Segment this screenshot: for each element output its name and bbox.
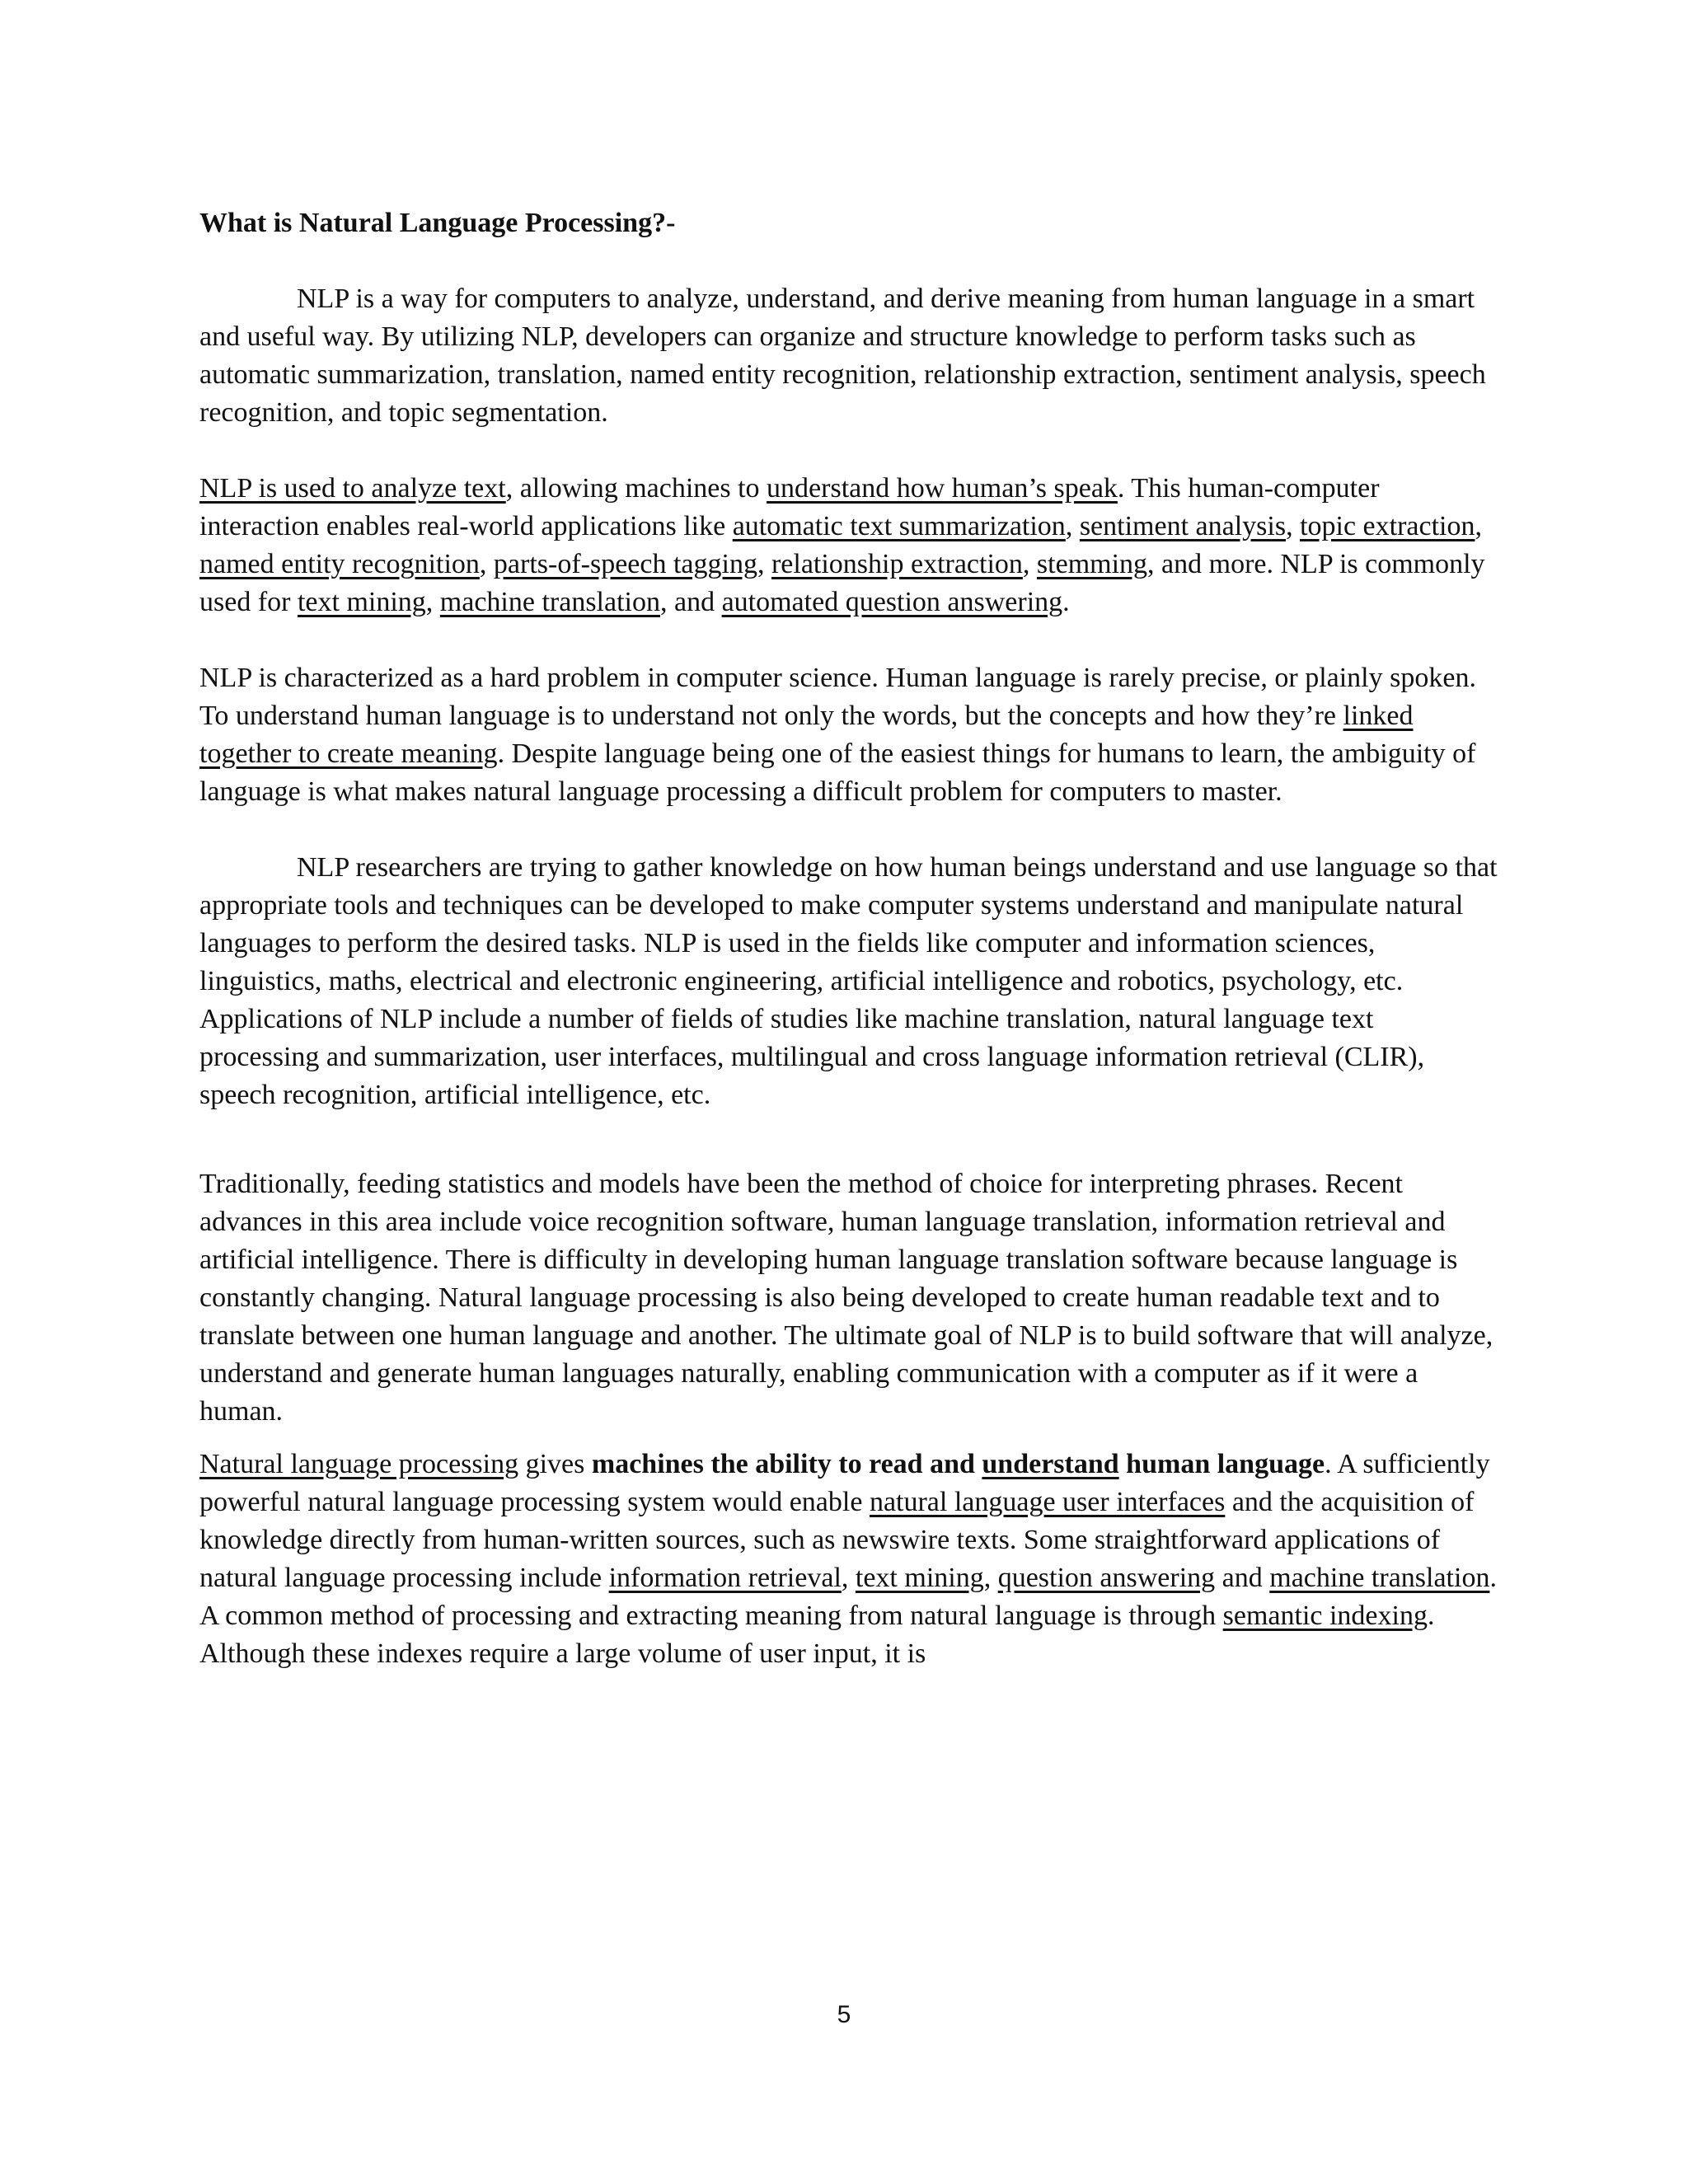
link-sentiment-analysis[interactable]: sentiment analysis xyxy=(1079,511,1287,541)
paragraph-nlp-hard-problem xyxy=(199,659,1498,811)
paragraph-nlp-applications xyxy=(199,470,1498,621)
text-run: , and more. NLP is commonly used for xyxy=(199,549,1485,617)
text-run: , xyxy=(479,549,494,579)
bold-text-run: machines the ability to read and xyxy=(591,1449,982,1479)
bold-text-run: human language xyxy=(1118,1449,1325,1479)
link-stemming[interactable]: stemming xyxy=(1036,549,1148,579)
text-run: , xyxy=(841,1563,856,1593)
paragraph-nlp-definition: NLP is a way for computers to analyze, understand, and derive meaning from human language in a smart and useful way. By utilizing NLP, developers can organize and structure knowledge to perform tasks such as automatic summarization, translation, named entity recognition, relationship extraction, sentiment analysis, speech recognition, and topic segmentation. xyxy=(199,284,1486,428)
link-semantic-indexing[interactable]: semantic indexing xyxy=(1222,1601,1428,1631)
text-run: NLP is characterized as a hard problem in computer science. Human language is rarely precise, or plainly spoken. To understand human language is to understand not only the words, but the concepts and how they’re xyxy=(199,663,1476,731)
link-text-mining[interactable]: text mining xyxy=(855,1563,984,1593)
link-information-retrieval[interactable]: information retrieval xyxy=(608,1563,842,1593)
text-run: . A common method of processing and extracting meaning from natural language is through xyxy=(199,1563,1497,1631)
paragraph-gap xyxy=(199,432,1498,470)
paragraph-gap xyxy=(199,811,1498,849)
paragraph-nlp-researchers: NLP researchers are trying to gather knowledge on how human beings understand and use language so that appropriate tools and techniques can be developed to make computer systems understand and manipulate natural languages to perform the desired tasks. NLP is used in the fields like computer and information sciences, linguistics, maths, electrical and electronic engineering, artificial intelligence and robotics, psychology, etc. Applications of NLP include a number of fields of studies like machine translation, natural language text processing and summarization, user interfaces, multilingual and cross language information retrieval (CLIR), speech recognition, artificial intelligence, etc. xyxy=(199,852,1498,1110)
paragraph-traditionally: Traditionally, feeding statistics and models have been the method of choice for interpreting phrases. Recent advances in this area include voice recognition software, human language translation, information retrieval and artificial intelligence. There is difficulty in developing human language translation software because language is constantly changing. Natural language processing is also being developed to create human readable text and to translate between one human language and another. The ultimate goal of NLP is to build software that will analyze, understand and generate human languages naturally, enabling communication with a computer as if it were a human. xyxy=(199,1169,1493,1427)
text-run: , xyxy=(425,587,440,617)
text-run: , xyxy=(757,549,771,579)
link-linked-together-meaning[interactable]: linked together to create meaning xyxy=(199,701,1414,769)
link-named-entity-recognition[interactable]: named entity recognition xyxy=(199,549,480,579)
page-content xyxy=(199,204,1498,1673)
link-nlp-analyze-text[interactable]: NLP is used to analyze text xyxy=(199,473,506,504)
section-heading: What is Natural Language Processing?- xyxy=(199,208,676,238)
text-run: , allowing machines to xyxy=(505,473,767,504)
link-natural-language-processing[interactable]: Natural language processing xyxy=(199,1449,519,1479)
text-run: . xyxy=(1062,587,1070,617)
text-run: . Although these indexes require a large volume of user input, it is xyxy=(199,1601,1435,1669)
link-understand-speak[interactable]: understand how human’s speak xyxy=(767,473,1118,504)
text-run: , xyxy=(1286,511,1301,541)
text-run: and xyxy=(1215,1563,1270,1593)
text-run: . This human-computer interaction enables real-world applications like xyxy=(199,473,1380,541)
link-parts-of-speech-tagging[interactable]: parts-of-speech tagging xyxy=(493,549,757,579)
link-text-mining[interactable]: text mining xyxy=(297,587,426,617)
text-run: , xyxy=(1022,549,1037,579)
paragraph-gap xyxy=(199,1114,1498,1165)
link-automatic-text-summarization[interactable]: automatic text summarization xyxy=(732,511,1066,541)
link-topic-extraction[interactable]: topic extraction xyxy=(1300,511,1475,541)
text-run: , and xyxy=(659,587,722,617)
text-run: , xyxy=(1065,511,1080,541)
link-automated-question-answering[interactable]: automated question answering xyxy=(721,587,1063,617)
text-run: , xyxy=(1475,511,1482,541)
link-machine-translation[interactable]: machine translation xyxy=(1269,1563,1490,1593)
link-question-answering[interactable]: question answering xyxy=(997,1563,1216,1593)
link-understand[interactable]: understand xyxy=(982,1449,1119,1479)
link-machine-translation[interactable]: machine translation xyxy=(439,587,660,617)
paragraph-gap xyxy=(199,621,1498,659)
paragraph-gap xyxy=(199,1431,1498,1446)
link-relationship-extraction[interactable]: relationship extraction xyxy=(771,549,1023,579)
text-run: gives xyxy=(518,1449,592,1479)
text-run: . A sufficiently powerful natural language processing system would enable xyxy=(199,1449,1490,1517)
text-run: . Despite language being one of the easiest things for humans to learn, the ambiguity of language is what makes natural language processing a difficult problem for computers to master. xyxy=(199,738,1476,807)
text-run: and the acquisition of knowledge directly from human-written sources, such as newswire texts. Some straightforward applications of natural language processing include xyxy=(199,1487,1475,1593)
paragraph-nlp-gives-ability xyxy=(199,1446,1498,1673)
text-run: , xyxy=(983,1563,998,1593)
link-natural-language-user-interfaces[interactable]: natural language user interfaces xyxy=(869,1487,1226,1517)
page-number: 5 xyxy=(837,2001,851,2028)
